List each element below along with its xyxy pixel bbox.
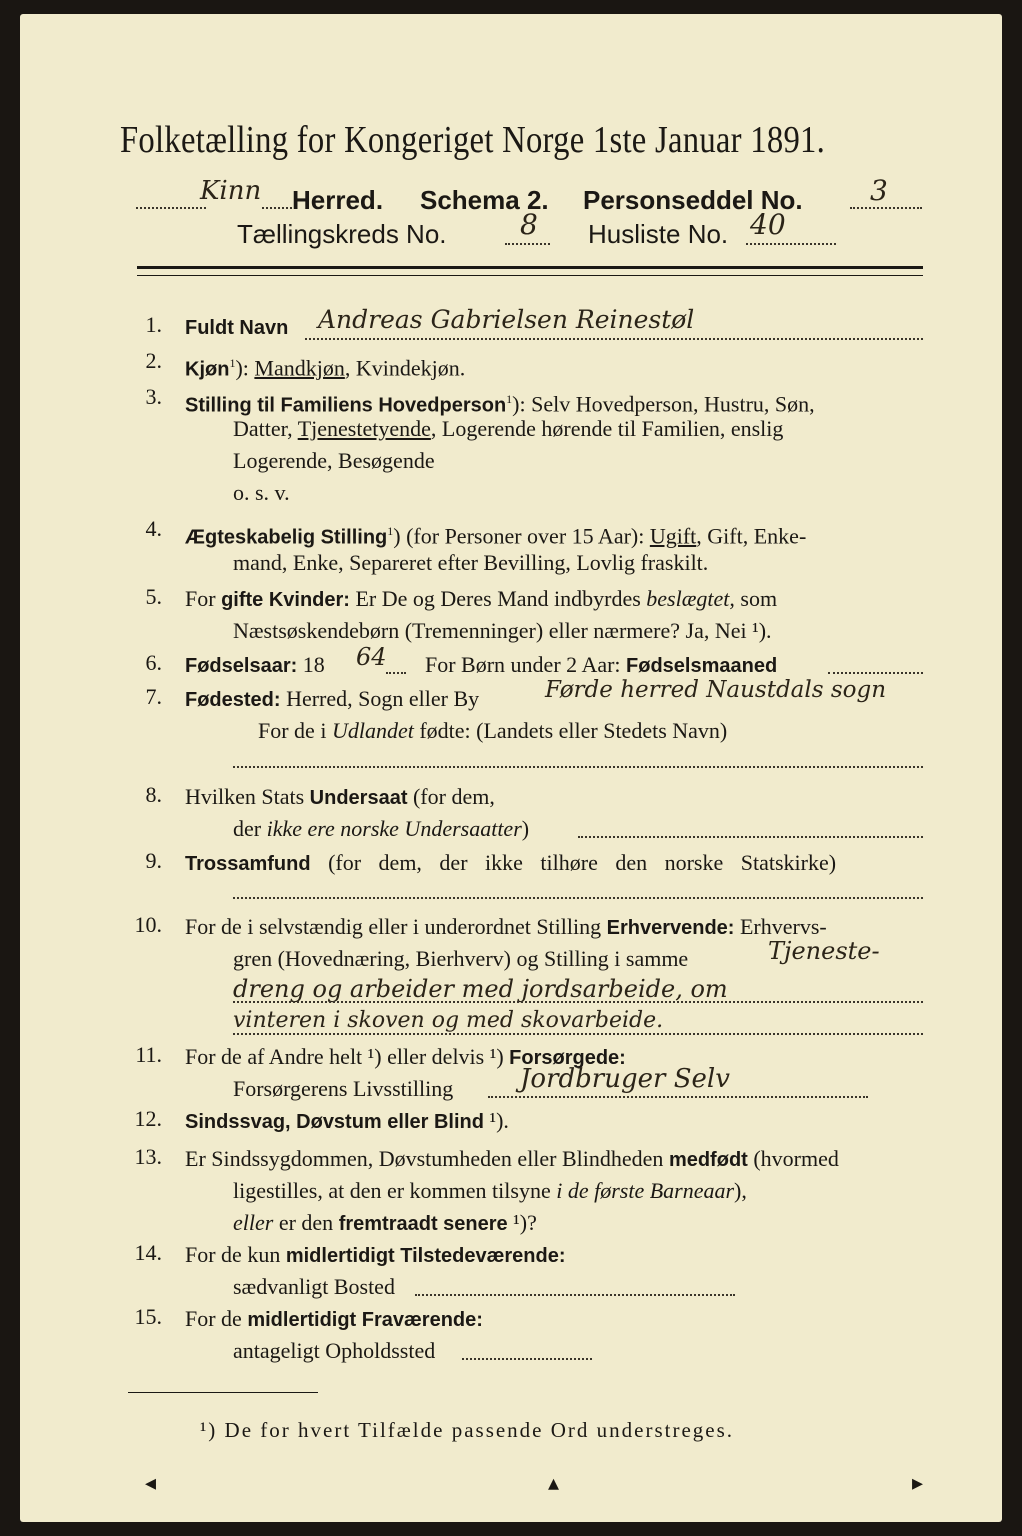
q6-label2: Fødselsmaaned <box>626 655 778 677</box>
herred-label: Herred. <box>292 185 384 215</box>
q7-text: Herred, Sogn eller By <box>280 686 480 711</box>
q9-label: Trossamfund <box>185 853 311 875</box>
q14-line2: sædvanligt Bosted <box>233 1274 395 1299</box>
q4-line1-a: ) (for Personer over 15 Aar): <box>393 523 650 549</box>
q9-text: (for dem, der ikke tilhøre den norske Statskirke) <box>310 850 837 875</box>
q15-number: 15. <box>134 1304 162 1329</box>
q5-number: 5. <box>145 584 162 609</box>
q3-number: 3. <box>145 384 162 409</box>
q14-number: 14. <box>134 1240 162 1265</box>
q7-line2-b: fødte: (Landets eller Stedets Navn) <box>413 718 728 743</box>
personseddel-label: Personseddel No. <box>583 185 803 215</box>
q13-line1-a: Er Sindssygdommen, Døvstumheden eller Blindheden <box>185 1146 669 1171</box>
husliste-label: Husliste No. <box>588 219 729 249</box>
q8-line2 <box>233 814 529 844</box>
q4-number: 4. <box>145 516 162 541</box>
q5-line2: Næstsøskendebørn (Tremenninger) eller nærmere? Ja, Nei ¹). <box>233 618 772 643</box>
q6-prefix: 18 <box>302 652 325 677</box>
q15-line2: antageligt Opholdssted <box>233 1338 436 1363</box>
q3-line2 <box>233 414 783 444</box>
q8-label: Undersaat <box>309 787 408 809</box>
q10-line1-a: For de i selvstændig eller i underordnet Stilling <box>185 914 607 939</box>
q2-option-mandkjon: Mandkjøn <box>254 355 345 381</box>
form-title: Folketælling for Kongeriget Norge 1ste Januar 1891. <box>120 119 826 161</box>
q2-text <box>185 348 465 384</box>
q7-line2-a: For de i <box>258 718 332 743</box>
header-rule-thin <box>137 275 923 276</box>
q13-line2-a: ligestilles, at den er kommen tilsyne <box>233 1178 557 1203</box>
q6-label: Fødselsaar: <box>185 655 298 677</box>
q5-line1-c: som <box>734 586 778 611</box>
q8-line2-a: der <box>233 816 267 841</box>
q11-line1-a: For de af Andre helt ¹) eller delvis ¹) <box>185 1044 510 1069</box>
q2-text-a: ): <box>235 355 255 381</box>
q8-line1-a: Hvilken Stats <box>185 784 310 809</box>
q4-label: Ægteskabelig Stilling <box>185 526 388 549</box>
q3-option-tjenestetyende: Tjenestetyende <box>297 416 431 441</box>
q8-line2-b: ) <box>521 816 530 841</box>
husliste-value: 40 <box>750 208 786 241</box>
q13-line3-b: ¹)? <box>507 1210 537 1235</box>
q13-line2-italic: i de første Barneaar <box>556 1178 735 1203</box>
q15-label: midlertidigt Fraværende: <box>247 1309 483 1331</box>
q2-text-b: , Kvindekjøn. <box>344 355 466 381</box>
q7-line2-italic: Udlandet <box>331 718 414 743</box>
q13-line3 <box>233 1208 537 1239</box>
q5-line1 <box>185 584 777 615</box>
q12-line1 <box>185 1106 509 1137</box>
q8-line1-b: (for dem, <box>407 784 495 809</box>
footnote-rule <box>128 1392 318 1393</box>
q6-text-a: For Børn under 2 Aar: <box>425 652 627 677</box>
q8-line2-italic: ikke ere norske Undersaatter <box>266 816 522 841</box>
q7-line2 <box>258 716 727 746</box>
q10-value1: Tjeneste- <box>768 937 880 965</box>
personseddel-value: 3 <box>870 174 888 207</box>
registration-mark-right-icon: ▸ <box>912 1470 924 1495</box>
q13-line2 <box>233 1176 747 1206</box>
q14-label: midlertidigt Tilstedeværende: <box>285 1245 566 1267</box>
q12-label: Sindssvag, Døvstum eller Blind <box>185 1111 484 1133</box>
q6-value: 64 <box>356 643 387 671</box>
q13-line3-italic: eller <box>233 1210 274 1235</box>
q13-line3-label: fremtraadt senere <box>338 1213 508 1235</box>
q10-value2: dreng og arbeider med jordsarbeide, om <box>233 975 728 1003</box>
q15-line1 <box>185 1304 483 1335</box>
q13-number: 13. <box>134 1144 162 1169</box>
footnote: ¹) De for hvert Tilfælde passende Ord understreges. <box>200 1418 735 1442</box>
q5-line1-b: Er De og Deres Mand indbyrdes <box>349 586 647 611</box>
q7-label: Fødested: <box>185 689 281 711</box>
q12-number: 12. <box>134 1106 162 1131</box>
q7-value: Førde herred Naustdals sogn <box>545 677 887 703</box>
q7-number: 7. <box>145 684 162 709</box>
q3-label: Stilling til Familiens Hovedperson <box>185 394 507 417</box>
registration-mark-center-icon: ▴ <box>548 1470 560 1495</box>
taellingskreds-label: Tællingskreds No. <box>237 219 447 249</box>
q13-line1-b: (hvormed <box>747 1146 839 1171</box>
q4-option-ugift: Ugift <box>649 523 697 549</box>
q11-line2: Forsørgerens Livsstilling <box>233 1076 454 1101</box>
q1-value: Andreas Gabrielsen Reinestøl <box>318 305 695 334</box>
q14-line1-a: For de kun <box>185 1242 286 1267</box>
q13-line2-b: ), <box>734 1178 747 1203</box>
q5-line1-a: For <box>185 586 222 611</box>
q4-line2: mand, Enke, Separeret efter Bevilling, Lovlig fraskilt. <box>233 550 709 575</box>
q8-number: 8. <box>145 782 162 807</box>
registration-mark-left-icon: ◂ <box>145 1470 157 1495</box>
q10-value3: vinteren i skoven og med skovarbeide. <box>233 1008 664 1033</box>
q13-line1 <box>185 1144 839 1175</box>
header-rule <box>137 266 923 269</box>
q4-line1-b: , Gift, Enke- <box>696 523 807 549</box>
q13-label: medfødt <box>668 1149 748 1171</box>
q13-line3-a: er den <box>273 1210 339 1235</box>
q10-line1-b: Erhvervs- <box>734 914 827 939</box>
q6-number: 6. <box>145 650 162 675</box>
taellingskreds-value: 8 <box>520 208 538 241</box>
q4-line1: Ægteskabelig Stilling$^1$) (for Personer over 15 Aar): Ugift, Gift, Enke- <box>185 523 807 549</box>
herred-value: Kinn <box>200 176 262 206</box>
q11-value: Jordbruger Selv <box>520 1064 730 1094</box>
q11-number: 11. <box>135 1042 162 1067</box>
q5-line1-italic: beslægtet, <box>646 586 735 611</box>
q9-line1 <box>185 848 836 879</box>
q6-line <box>185 650 325 681</box>
q9-number: 9. <box>145 848 162 873</box>
q1-label: Fuldt Navn <box>185 317 289 339</box>
q2-number: 2. <box>145 348 162 373</box>
q12-text: ¹). <box>483 1108 509 1133</box>
q10-line2: gren (Hovednæring, Bierhverv) og Stilling i samme <box>233 946 689 971</box>
q10-label: Erhvervende: <box>606 917 735 939</box>
q5-label: gifte Kvinder: <box>221 589 350 611</box>
q3-line1-rest: ): Selv Hovedperson, Hustru, Søn, <box>512 391 815 417</box>
q15-line1-a: For de <box>185 1306 248 1331</box>
q2-label: Kjøn <box>185 358 230 381</box>
q2-sup: 1 <box>229 356 236 370</box>
q3-line1: Stilling til Familiens Hovedperson$^1$): Selv Hovedperson, Hustru, Søn, <box>185 391 815 417</box>
q7-line1 <box>185 684 479 715</box>
q10-number: 10. <box>134 912 162 937</box>
q3-line2-b: , Logerende hørende til Familien, enslig <box>430 416 784 441</box>
q3-line4: o. s. v. <box>233 480 290 505</box>
schema-label: Schema 2. <box>420 185 549 215</box>
q14-line1 <box>185 1240 566 1271</box>
q11-label: Forsørgede: <box>509 1047 626 1069</box>
q3-line3: Logerende, Besøgende <box>233 448 435 473</box>
q3-line2-a: Datter, <box>233 416 298 441</box>
q8-line1 <box>185 782 495 813</box>
q1-number: 1. <box>145 312 162 337</box>
q10-line1 <box>185 912 827 943</box>
